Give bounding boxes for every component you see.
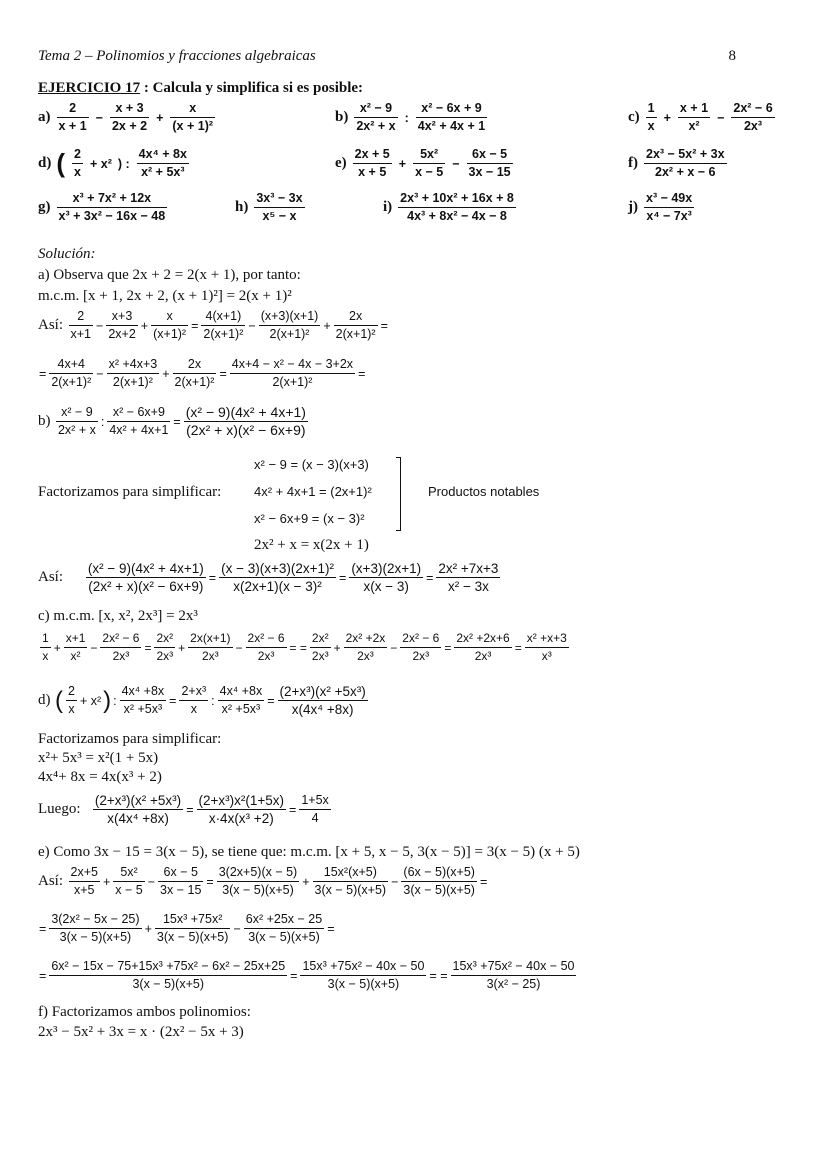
solution-title: Solución:	[38, 246, 96, 262]
denominator: x	[74, 165, 81, 179]
problem-label: e)	[335, 155, 347, 172]
denominator: x	[40, 647, 51, 665]
problem-j	[628, 190, 696, 225]
fraction	[69, 864, 100, 899]
denominator: 3x − 15	[468, 165, 511, 179]
numerator: (2+x³)(x² +5x³)	[94, 793, 182, 808]
factor-4: 2x² + x = x(2x + 1)	[254, 537, 369, 553]
solution-b-step-2: Así: $\frac{\text{(x² − 9)(4x² + 4x+1)}}{\text{(2x² + x)(x² − 6x+9)}}$ = $\frac{\text{(x − 3)(x+3)(2x+1)²}}{\text{x(2x+1)(x − 3)²}}$ = $\frac{(x+3)(2x+1)}{x(x - 3)}$ = $\frac{\text{2x² +7x+3}}{\text{x² − 3x}}$	[38, 561, 499, 594]
fraction	[644, 146, 727, 181]
denominator: x(4x⁴ +8x)	[278, 700, 368, 718]
fraction	[218, 683, 265, 718]
fraction	[416, 100, 487, 135]
denominator: x⁴ − 7x³	[644, 207, 694, 225]
denominator: (x+1)²	[153, 327, 187, 341]
denominator: x² +5x³	[120, 700, 167, 718]
numerator: 2	[77, 309, 85, 323]
fraction	[86, 560, 206, 595]
denominator: 3(x − 5)(x+5)	[49, 975, 287, 993]
numerator: 2x² +2x	[345, 631, 386, 645]
fraction	[400, 630, 441, 665]
fraction	[310, 630, 331, 665]
solution-e-step-2: = $\frac{\text{3(2x² − 5x − 25)}}{3(x - 5)(x+5)}$ + $\frac{\text{15x³ +75x²}}{3(x - 5)(x+5)}$ − $\frac{\text{6x² +25x − 25}}{3(x - 5)(x+5)}$ =	[39, 912, 335, 944]
d-factor-1: x²+ 5x³ = x²(1 + 5x)	[38, 750, 159, 766]
solution-a-mcm: m.c.m. [x + 1, 2x + 2, (x + 1)²] = 2(x + 1)²	[38, 288, 292, 304]
denominator: x − 5	[415, 165, 444, 179]
fraction	[173, 356, 217, 391]
numerator: 4x⁴ + 8x	[138, 147, 187, 161]
fraction	[299, 792, 330, 827]
denominator: 2(x+1)²	[230, 373, 355, 391]
denominator: 2(x+1)²	[259, 325, 321, 343]
numerator: 2x² − 6	[102, 631, 140, 645]
numerator: x+1	[65, 631, 86, 645]
numerator: 2x² − 6	[247, 631, 285, 645]
numerator: 6x − 5	[472, 147, 508, 161]
fraction	[179, 683, 208, 718]
numerator: 15x²(x+5)	[323, 865, 377, 879]
fraction	[110, 100, 149, 135]
fraction	[278, 683, 368, 718]
right-brace	[396, 457, 401, 531]
denominator: 2(x+1)²	[51, 375, 92, 389]
problem-label: a)	[38, 109, 51, 126]
denominator: x² + 5x³	[137, 163, 189, 181]
factor-2: 4x² + 4x+1 = (2x+1)²	[254, 484, 372, 499]
productos-notables-note: Productos notables	[428, 484, 540, 499]
denominator: 2x² + x	[57, 423, 96, 437]
problem-i	[383, 190, 518, 225]
operator: +	[398, 156, 407, 171]
numerator: (x+3)(2x+1)	[351, 561, 422, 576]
fraction	[300, 958, 426, 993]
denominator: 4x² + 4x+1	[109, 423, 169, 437]
fraction	[57, 190, 168, 225]
fraction	[107, 404, 170, 439]
fraction	[646, 100, 657, 135]
problem-label: f)	[628, 155, 638, 172]
fraction	[154, 630, 175, 665]
right-paren: ) :	[117, 156, 130, 171]
fraction	[100, 630, 141, 665]
denominator: 2(x+1)²	[107, 373, 160, 391]
factor-3: x² − 6x+9 = (x − 3)²	[254, 511, 365, 526]
fraction	[170, 100, 215, 135]
fraction	[201, 308, 245, 343]
denominator: 2x³	[246, 647, 287, 665]
denominator: x	[179, 700, 208, 718]
denominator: 2x³	[344, 647, 388, 665]
fraction	[137, 146, 189, 181]
numerator: 4x+4 − x² − 4x − 3+2x	[231, 357, 354, 371]
numerator: 2x(x+1)	[190, 631, 231, 645]
numerator: x² − 9	[359, 101, 393, 115]
fraction	[334, 308, 378, 343]
fraction	[66, 683, 77, 718]
numerator: 5x²	[120, 865, 138, 879]
denominator: 3(x − 5)(x+5)	[403, 883, 475, 897]
fraction	[401, 864, 477, 899]
denominator: 2x+2	[108, 327, 136, 341]
denominator: 2(x+1)²	[203, 327, 244, 341]
numerator: 15x³ +75x² − 40x − 50	[302, 959, 425, 973]
denominator: 4x³ + 8x² − 4x − 8	[398, 207, 516, 225]
fraction	[349, 560, 423, 595]
numerator: x	[166, 309, 173, 323]
exercise-instruction: : Calcula y simplifica si es posible:	[140, 80, 364, 96]
denominator: 3(x² − 25)	[451, 975, 577, 993]
denominator: x·4x(x³ +2)	[197, 809, 287, 827]
denominator: x³	[525, 647, 569, 665]
fraction	[244, 911, 324, 946]
numerator: 2x³ + 10x² + 16x + 8	[400, 191, 514, 205]
denominator: 2x² + x − 6	[644, 163, 727, 181]
fraction	[344, 630, 388, 665]
numerator: 4(x+1)	[205, 309, 242, 323]
page-header	[38, 48, 790, 65]
numerator: 4x⁴ +8x	[121, 684, 165, 698]
denominator: x²	[678, 117, 710, 135]
numerator: (x² − 9)(4x² + 4x+1)	[185, 404, 306, 420]
fraction	[731, 100, 774, 135]
denominator: 4	[299, 809, 330, 827]
exercise-heading	[38, 80, 363, 97]
numerator: 5x²	[420, 147, 439, 161]
numerator: 2x	[349, 309, 363, 323]
numerator: x + 3	[115, 101, 144, 115]
denominator: (x + 1)²	[172, 119, 214, 133]
numerator: 6x² +25x − 25	[245, 912, 323, 926]
fraction	[678, 100, 710, 135]
fraction	[72, 146, 83, 181]
denominator: x + 1	[58, 119, 87, 133]
fraction	[259, 308, 321, 343]
solution-e-step-3: = $\frac{\text{6x² − 15x − 75+15x³ +75x² − 6x² − 25x+25}}{3(x - 5)(x+5)}$ = $\frac{\text{15x³ +75x² − 40x − 50}}{3(x - 5)(x+5)}$ = = $\frac{\text{15x³ +75x² − 40x − 50}}{\text{3(x² − 25)}}$	[39, 959, 575, 991]
fraction	[57, 100, 89, 135]
numerator: 6x − 5	[163, 865, 198, 879]
fraction	[49, 911, 141, 946]
denominator: 3(x − 5)(x+5)	[244, 928, 324, 946]
numerator: 15x³ +75x² − 40x − 50	[452, 959, 575, 973]
fraction	[106, 308, 137, 343]
numerator: 4x+4	[57, 357, 86, 371]
numerator: 2x² − 6	[733, 101, 773, 115]
solution-c-mcm: c) m.c.m. [x, x², 2x³] = 2x³	[38, 608, 198, 624]
d-label: d)	[38, 691, 51, 708]
denominator: 2x³	[731, 117, 774, 135]
problem-e	[335, 146, 515, 181]
numerator: 2x²	[156, 631, 174, 645]
page-number: 8	[728, 48, 736, 64]
denominator: 3(x − 5)(x+5)	[300, 975, 426, 993]
denominator: 2x³	[188, 647, 232, 665]
denominator: 2x³	[400, 647, 441, 665]
numerator: (2+x³)x²(1+5x)	[198, 793, 285, 808]
problem-b	[335, 100, 489, 135]
denominator: 3x − 15	[160, 883, 202, 897]
fraction	[69, 308, 94, 343]
solution-f-intro: f) Factorizamos ambos polinomios:	[38, 1004, 251, 1020]
solution-f-line: 2x³ − 5x² + 3x = x · (2x² − 5x + 3)	[38, 1024, 244, 1040]
fraction	[313, 864, 389, 899]
fraction	[525, 630, 569, 665]
numerator: 15x³ +75x²	[162, 912, 223, 926]
numerator: 2x³ − 5x² + 3x	[646, 147, 725, 161]
numerator: (x+3)(x+1)	[260, 309, 319, 323]
numerator: (6x − 5)(x+5)	[403, 865, 475, 879]
fraction	[56, 404, 98, 439]
fraction	[49, 958, 287, 993]
denominator: x − 5	[115, 883, 143, 897]
numerator: 3x³ − 3x	[256, 191, 303, 205]
denominator: 3(x − 5)(x+5)	[156, 930, 229, 944]
denominator: (2x² + x)(x² − 6x+9)	[86, 577, 206, 595]
fraction	[64, 630, 88, 665]
numerator: 1	[42, 631, 49, 645]
fraction	[217, 864, 300, 899]
numerator: 2x+5	[70, 865, 98, 879]
numerator: x² − 6x + 9	[421, 101, 482, 115]
numerator: 2+x³	[181, 684, 207, 698]
numerator: 2x² − 6	[402, 631, 440, 645]
numerator: x³ − 49x	[646, 191, 693, 205]
problem-label: i)	[383, 199, 393, 216]
numerator: 2	[74, 147, 81, 161]
problem-g	[38, 190, 169, 225]
asi-label: Así:	[38, 568, 64, 585]
numerator: x² +x+3	[526, 631, 567, 645]
fraction	[107, 356, 160, 391]
denominator: 2x² + x	[356, 119, 396, 133]
numerator: 2x + 5	[354, 147, 390, 161]
denominator: 3(x − 5)(x+5)	[49, 928, 141, 946]
solution-a-step-1: Así: $\frac{2}{x+1}$ − $\frac{x+3}{2x+2}$ + $\frac{x}{\text{(x+1)²}}$ = $\frac{4(x+1)}{\text{2(x+1)²}}$ − $\frac{(x+3)(x+1)}{\text{2(x+1)²}}$ + $\frac{2x}{\text{2(x+1)²}}$ =	[38, 309, 388, 341]
numerator: 4x⁴ +8x	[219, 684, 263, 698]
numerator: (x − 3)(x+3)(2x+1)²	[221, 561, 334, 576]
solution-b-step-1: b) $\frac{\text{x² − 9}}{\text{2x² + x}}$ : $\frac{\text{x² − 6x+9}}{\text{4x² + 4x+1}}$ = $\frac{\text{(x² − 9)(4x² + 4x+1)}}{\text{(2x² + x)(x² − 6x+9)}}$	[38, 404, 306, 438]
numerator: x+3	[111, 309, 133, 323]
problem-label: j)	[628, 199, 638, 216]
fraction	[451, 958, 577, 993]
denominator: 2(x+1)²	[335, 327, 376, 341]
denominator: x⁵ − x	[254, 207, 304, 225]
denominator: x³ + 3x² − 16x − 48	[58, 209, 166, 223]
denominator: 2(x+1)²	[174, 375, 215, 389]
solution-a-intro: a) Observa que 2x + 2 = 2(x + 1), por tanto:	[38, 267, 301, 283]
problem-label: g)	[38, 199, 51, 216]
problem-f	[628, 146, 729, 181]
solution-e-step-1: Así: $\frac{2x+5}{x+5}$ + $\frac{\text{5x²}}{x - 5}$ − $\frac{6x - 5}{3x - 15}$ = $\frac{3(2x+5)(x - 5)}{3(x - 5)(x+5)}$ + $\frac{\text{15x²(x+5)}}{3(x - 5)(x+5)}$ − $\frac{(6x - 5)(x+5)}{3(x - 5)(x+5)}$ =	[38, 865, 488, 897]
problem-label: c)	[628, 109, 640, 126]
operator: + x²	[89, 156, 112, 171]
fraction	[436, 560, 500, 595]
operator: −	[95, 110, 103, 125]
solution-e-intro: e) Como 3x − 15 = 3(x − 5), se tiene que: m.c.m. [x + 5, x − 5, 3(x − 5)] = 3(x − 5) (x + 5)	[38, 844, 580, 860]
factor-1: x² − 9 = (x − 3)(x+3)	[254, 457, 369, 472]
fraction	[93, 792, 183, 827]
numerator: x² − 9	[61, 405, 93, 419]
header-title: Tema 2 – Polinomios y fracciones algebraicas	[38, 48, 316, 64]
asi-label: Así:	[38, 316, 64, 333]
fraction	[644, 190, 694, 225]
denominator: x+5	[69, 881, 100, 899]
operator: +	[156, 110, 164, 125]
problem-label: b)	[335, 109, 349, 126]
problem-label: h)	[235, 199, 249, 216]
solution-d-step-1: d) ( $\frac{2}{x}$ + x²) : $\frac{\text{4x⁴ +8x}}{\text{x² +5x³}}$ = $\frac{\text{2+x³}}{x}$ : $\frac{\text{4x⁴ +8x}}{\text{x² +5x³}}$ = $\frac{\text{(2+x³)(x² +5x³)}}{\text{x(4x⁴ +8x)}}$	[38, 684, 366, 717]
problem-d	[38, 146, 191, 181]
numerator: 2	[67, 684, 75, 698]
fraction	[219, 560, 336, 595]
numerator: x² +4x+3	[108, 357, 158, 371]
numerator: x	[189, 101, 197, 115]
fraction	[354, 100, 397, 135]
denominator: 2x³	[156, 649, 174, 663]
exercise-title: EJERCICIO 17	[38, 80, 141, 96]
numerator: 2x² +7x+3	[438, 561, 499, 576]
numerator: x² − 6x+9	[112, 405, 165, 419]
d-factor-2: 4x⁴+ 8x = 4x(x³ + 2)	[38, 769, 162, 785]
d-factor-label: Factorizamos para simplificar:	[38, 731, 222, 747]
fraction	[454, 630, 511, 665]
denominator: x² − 3x	[436, 577, 500, 595]
asi-label: Así:	[38, 872, 64, 889]
operator: −	[717, 110, 725, 125]
numerator: 3(2x+5)(x − 5)	[218, 865, 298, 879]
numerator: x + 1	[679, 101, 709, 115]
solution-d-step-2: Luego: $\frac{\text{(2+x³)(x² +5x³)}}{\text{x(4x⁴ +8x)}}$ = $\frac{\text{(2+x³)x²(1+5x)}}{\text{x·4x(x³ +2)}}$ = $\frac{1+5x}{4}$	[38, 793, 329, 826]
numerator: x³ + 7x² + 12x	[72, 191, 152, 205]
fraction	[246, 630, 287, 665]
operator: +	[663, 110, 671, 125]
left-paren: (	[56, 148, 66, 178]
operator: −	[452, 156, 460, 171]
denominator: x² +5x³	[218, 700, 265, 718]
denominator: x(4x⁴ +8x)	[93, 809, 183, 827]
denominator: x+1	[70, 327, 92, 341]
problem-label: d)	[38, 155, 52, 172]
fraction	[230, 356, 355, 391]
denominator: x(2x+1)(x − 3)²	[219, 577, 336, 595]
denominator: 2x³	[100, 647, 141, 665]
denominator: x²	[64, 647, 88, 665]
problem-h	[235, 190, 307, 225]
fraction	[151, 308, 188, 343]
numerator: 1+5x	[301, 793, 329, 807]
luego-label: Luego:	[38, 800, 81, 817]
fraction	[113, 864, 144, 899]
denominator: x	[66, 700, 77, 718]
fraction	[413, 146, 445, 181]
denominator: x(x − 3)	[349, 577, 423, 595]
fraction	[197, 792, 287, 827]
numerator: 2x	[187, 357, 202, 371]
problem-a	[38, 100, 217, 135]
fraction	[40, 630, 51, 665]
problem-c	[628, 100, 777, 135]
numerator: 6x² − 15x − 75+15x³ +75x² − 6x² − 25x+25	[51, 959, 286, 973]
denominator: 2x³	[454, 647, 511, 665]
solution-c-step: $\frac{1}{x}$ + $\frac{x+1}{\text{x²}}$ − $\frac{\text{2x² − 6}}{\text{2x³}}$ = $\frac{\text{2x²}}{\text{2x³}}$ + $\frac{2x(x+1)}{\text{2x³}}$ − $\frac{\text{2x² − 6}}{\text{2x³}}$ = = $\frac{\text{2x²}}{\text{2x³}}$ + $\frac{\text{2x² +2x}}{\text{2x³}}$ − $\frac{\text{2x² − 6}}{\text{2x³}}$ = $\frac{\text{2x² +2x+6}}{\text{2x³}}$ = $\frac{\text{x² +x+3}}{\text{x³}}$	[42, 631, 567, 663]
denominator: 4x² + 4x + 1	[417, 119, 486, 133]
denominator: 3(x − 5)(x+5)	[314, 883, 387, 897]
solution-a-step-2: = $\frac{4x+4}{\text{2(x+1)²}}$ − $\frac{\text{x² +4x+3}}{\text{2(x+1)²}}$ + $\frac{2x}{\text{2(x+1)²}}$ = $\frac{\text{4x+4 − x² − 4x − 3+2x}}{\text{2(x+1)²}}$ =	[39, 357, 366, 389]
fraction	[353, 146, 392, 181]
fraction	[120, 683, 167, 718]
numerator: (2+x³)(x² +5x³)	[279, 684, 366, 699]
numerator: 2	[69, 101, 77, 115]
denominator: x + 5	[353, 163, 392, 181]
fraction	[188, 630, 232, 665]
denominator: 2x³	[311, 649, 329, 663]
fraction	[155, 911, 231, 946]
numerator: 2x² +2x+6	[456, 631, 510, 645]
fraction	[467, 146, 513, 181]
fraction	[184, 404, 308, 439]
denominator: (2x² + x)(x² − 6x+9)	[184, 421, 308, 439]
denominator: x	[647, 119, 655, 133]
numerator: (x² − 9)(4x² + 4x+1)	[87, 561, 204, 576]
numerator: 2x²	[311, 631, 329, 645]
fraction	[398, 190, 516, 225]
numerator: 3(2x² − 5x − 25)	[51, 912, 140, 926]
fraction	[254, 190, 304, 225]
denominator: 2x + 2	[111, 119, 148, 133]
fraction	[49, 356, 93, 391]
fraction	[158, 864, 203, 899]
numerator: 1	[647, 101, 655, 115]
denominator: 3(x − 5)(x+5)	[217, 881, 300, 899]
factor-label: Factorizamos para simplificar:	[38, 484, 222, 500]
operator: :	[404, 110, 409, 125]
b-label: b)	[38, 412, 51, 429]
